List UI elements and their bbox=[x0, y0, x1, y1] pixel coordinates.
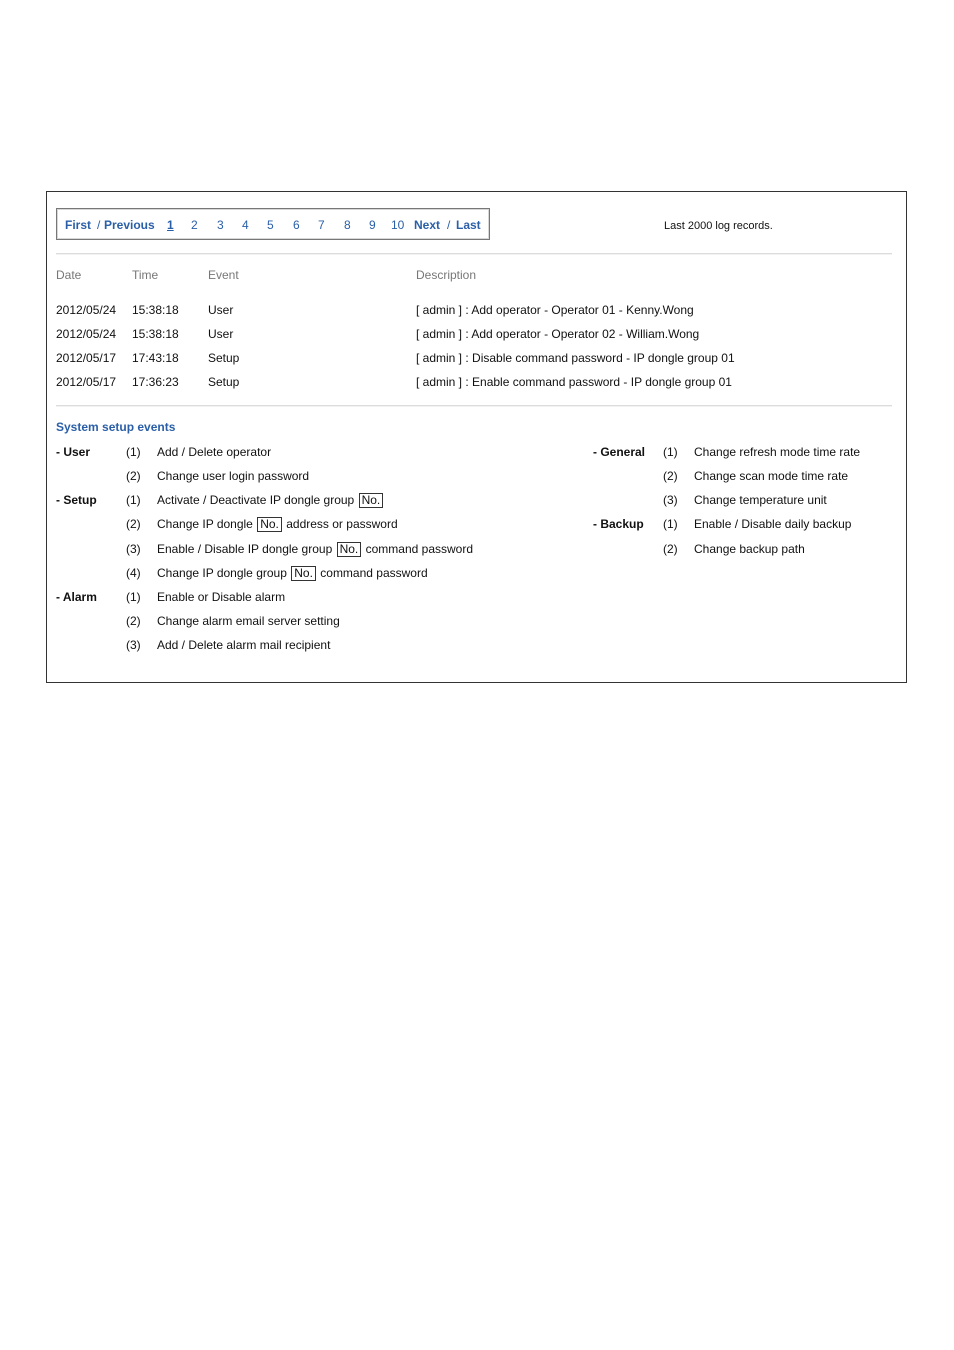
page-link-3[interactable]: 3 bbox=[217, 218, 224, 232]
legend-category-setup: - Setup bbox=[56, 493, 97, 507]
page-link-8[interactable]: 8 bbox=[344, 218, 351, 232]
page-link-9[interactable]: 9 bbox=[369, 218, 376, 232]
row-time: 15:38:18 bbox=[132, 303, 179, 317]
legend-item-number: (1) bbox=[126, 590, 141, 604]
legend-item-number: (4) bbox=[126, 566, 141, 580]
legend-item-number: (2) bbox=[126, 517, 141, 531]
row-description: [ admin ] : Enable command password - IP dongle group 01 bbox=[416, 375, 732, 389]
row-date: 2012/05/24 bbox=[56, 327, 117, 341]
page-link-4[interactable]: 4 bbox=[242, 218, 249, 232]
legend-item-text: Enable or Disable alarm bbox=[157, 590, 286, 604]
legend-title: System setup events bbox=[56, 420, 176, 434]
row-date: 2012/05/17 bbox=[56, 375, 117, 389]
legend-item-text: Change temperature unit bbox=[694, 493, 827, 507]
legend-item-number: (3) bbox=[126, 542, 141, 556]
column-header-date: Date bbox=[56, 268, 82, 282]
row-description: [ admin ] : Disable command password - IP dongle group 01 bbox=[416, 351, 735, 365]
legend-item-text: Enable / Disable daily backup bbox=[694, 517, 852, 531]
page-link-7[interactable]: 7 bbox=[318, 218, 325, 232]
column-header-event: Event bbox=[208, 268, 239, 282]
records-note: Last 2000 log records. bbox=[664, 220, 773, 232]
legend-category-backup: - Backup bbox=[593, 517, 644, 531]
divider bbox=[56, 405, 892, 407]
legend-item-number: (1) bbox=[126, 445, 141, 459]
row-time: 17:43:18 bbox=[132, 351, 179, 365]
row-date: 2012/05/24 bbox=[56, 303, 117, 317]
legend-item-text: Change refresh mode time rate bbox=[694, 445, 861, 459]
row-description: [ admin ] : Add operator - Operator 01 - Kenny.Wong bbox=[416, 303, 694, 317]
legend-item-number: (3) bbox=[126, 638, 141, 652]
legend-item-text-part: Change IP dongle bbox=[157, 517, 253, 531]
first-page-link[interactable]: First bbox=[65, 218, 92, 232]
legend-item-text: Add / Delete operator bbox=[157, 445, 272, 459]
page-link-5[interactable]: 5 bbox=[267, 218, 274, 232]
legend-item-text bbox=[157, 542, 473, 557]
row-event: User bbox=[208, 303, 234, 317]
group-number-box: No. bbox=[337, 542, 362, 557]
row-time: 17:36:23 bbox=[132, 375, 179, 389]
legend-item-text-part: address or password bbox=[286, 517, 398, 531]
group-number-box: No. bbox=[291, 566, 316, 581]
pager-separator: / bbox=[447, 218, 451, 232]
legend-item-text bbox=[157, 493, 384, 508]
legend-category-alarm: - Alarm bbox=[56, 590, 97, 604]
page-link-10[interactable]: 10 bbox=[391, 218, 405, 232]
row-description: [ admin ] : Add operator - Operator 02 - William.Wong bbox=[416, 327, 700, 341]
legend-item-text-part: Enable / Disable IP dongle group bbox=[157, 542, 333, 556]
event-log-panel bbox=[46, 191, 907, 683]
legend-item-text: Change scan mode time rate bbox=[694, 469, 849, 483]
legend-category-general: - General bbox=[593, 445, 646, 459]
legend-item-number: (2) bbox=[126, 614, 141, 628]
legend-item-text: Change user login password bbox=[157, 469, 310, 483]
row-time: 15:38:18 bbox=[132, 327, 179, 341]
legend-item-text bbox=[157, 566, 428, 581]
legend-item-number: (1) bbox=[663, 445, 678, 459]
row-event: User bbox=[208, 327, 234, 341]
pager-separator: / bbox=[97, 218, 101, 232]
legend-item-text bbox=[157, 517, 398, 532]
legend-item-text: Add / Delete alarm mail recipient bbox=[157, 638, 331, 652]
legend-item-text-part: command password bbox=[320, 566, 428, 580]
page-link-2[interactable]: 2 bbox=[191, 218, 198, 232]
group-number-box: No. bbox=[257, 517, 282, 532]
next-page-link[interactable]: Next bbox=[414, 218, 441, 232]
row-event: Setup bbox=[208, 375, 240, 389]
legend-item-number: (2) bbox=[663, 542, 678, 556]
legend-category-user: - User bbox=[56, 445, 91, 459]
legend-item-text-part: Change IP dongle group bbox=[157, 566, 287, 580]
column-header-description: Description bbox=[416, 268, 477, 282]
legend-item-number: (2) bbox=[126, 469, 141, 483]
row-event: Setup bbox=[208, 351, 240, 365]
group-number-box: No. bbox=[359, 493, 384, 508]
page-link-1[interactable]: 1 bbox=[167, 218, 174, 232]
divider bbox=[56, 253, 892, 255]
legend-item-text-part: command password bbox=[365, 542, 474, 556]
legend-item-number: (2) bbox=[663, 469, 678, 483]
last-page-link[interactable]: Last bbox=[456, 218, 481, 232]
legend-item-number: (1) bbox=[663, 517, 678, 531]
previous-page-link[interactable]: Previous bbox=[104, 218, 155, 232]
row-date: 2012/05/17 bbox=[56, 351, 117, 365]
legend-item-text: Change alarm email server setting bbox=[157, 614, 340, 628]
page-link-6[interactable]: 6 bbox=[293, 218, 300, 232]
legend-item-number: (3) bbox=[663, 493, 678, 507]
legend-item-number: (1) bbox=[126, 493, 141, 507]
legend-item-text: Change backup path bbox=[694, 542, 805, 556]
column-header-time: Time bbox=[132, 268, 159, 282]
legend-item-text-part: Activate / Deactivate IP dongle group bbox=[157, 493, 355, 507]
pagination-bar bbox=[56, 208, 490, 240]
